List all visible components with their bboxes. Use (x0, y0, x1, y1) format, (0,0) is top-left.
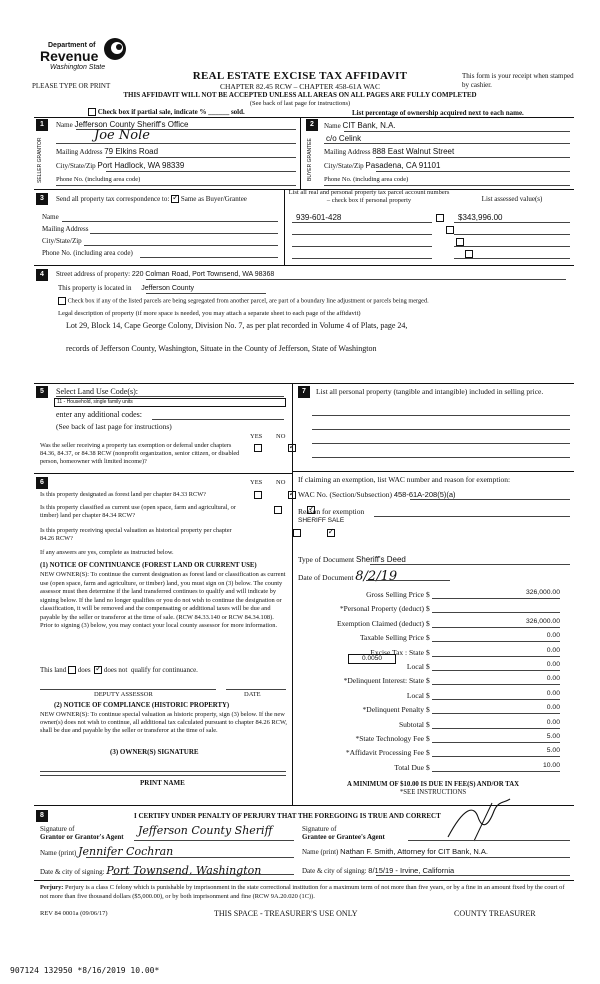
grantor-name-value[interactable]: Jennifer Cochran (78, 845, 174, 858)
owner-signature-label: (3) OWNER(S) SIGNATURE (110, 748, 199, 756)
buyer-address-label: Mailing Address (324, 148, 371, 156)
grantor-sig-label1: Signature of (40, 825, 75, 833)
same-as-buyer-checkbox[interactable] (171, 195, 179, 203)
section-8-number: 8 (36, 810, 48, 822)
reason-value[interactable]: SHERIFF SALE (298, 517, 345, 524)
buyer-section (300, 117, 574, 189)
dept-line3: Washington State (50, 64, 106, 71)
tax-row-label: Subtotal (398, 719, 424, 729)
tax-row-label: Local (406, 662, 424, 671)
tax-row-value[interactable]: 0.00 (432, 661, 560, 671)
same-as-buyer-label: Same as Buyer/Grantee (180, 195, 247, 203)
does-not-label: does not (103, 666, 128, 674)
seller-side-label: SELLER GRANTOR (37, 137, 43, 183)
buyer-city-label: City/State/Zip (324, 162, 364, 170)
tax-row (292, 674, 574, 688)
ownership-note: List percentage of ownership acquired next to each name. (352, 109, 524, 117)
corr-name-field[interactable] (62, 221, 278, 222)
section-1-number: 1 (36, 119, 48, 131)
print-name-label: PRINT NAME (140, 779, 185, 787)
grantor-date-row (40, 864, 261, 877)
notice-compliance-title: (2) NOTICE OF COMPLIANCE (HISTORIC PROPERTY) (54, 702, 230, 709)
dollar-sign: $ (426, 590, 430, 599)
tax-row-value[interactable]: 0.00 (432, 675, 560, 685)
located-label: This property is located in (58, 284, 132, 292)
legal-label: Legal description of property (if more space is needed, you may attach a separate sheet to each page of the affidavit) (58, 310, 361, 317)
doc-type-label: Type of Document (298, 555, 355, 564)
section-5 (34, 383, 292, 473)
tax-row (292, 718, 574, 732)
local-rate-value: 0.0050 (362, 655, 382, 662)
dollar-sign: $ (426, 719, 430, 729)
local-rate-box[interactable] (348, 654, 396, 664)
tax-row-label: *Personal Property (deduct) (339, 604, 424, 614)
dor-swirl-icon (102, 36, 128, 62)
see-back-note: (See back of last page for instructions) (249, 100, 351, 107)
does-label: does (77, 666, 91, 674)
section-7 (292, 383, 574, 805)
county-treasurer-label: COUNTY TREASURER (454, 909, 536, 918)
continuance-row (40, 666, 198, 674)
tax-row-value[interactable]: 326,000.00 (432, 618, 560, 628)
street-row (56, 270, 274, 278)
grantee-signature[interactable] (444, 797, 514, 843)
send-correspondence-label: Send all property tax correspondence to: (56, 195, 170, 203)
land-use-see-back: (See back of last page for instructions) (56, 422, 172, 431)
tax-row (292, 660, 574, 674)
seller-city-row (56, 161, 184, 170)
tax-row-value[interactable]: 5.00 (432, 733, 560, 743)
chapter-line: CHAPTER 82.45 RCW – CHAPTER 458-61A WAC (220, 82, 380, 91)
grantee-name-row (302, 847, 488, 856)
section-4-number: 4 (36, 269, 48, 281)
if-yes-instruction: If any answers are yes, complete as instructed below. (40, 549, 174, 556)
dept-line2: Revenue (40, 48, 99, 64)
claim-exemption-label: If claiming an exemption, list WAC number and reason for exemption: (298, 475, 511, 484)
does-checkbox[interactable] (68, 666, 76, 674)
forest-land-question: Is this property designated as forest land per chapter 84.33 RCW? (40, 491, 206, 498)
tax-row-label: *Affidavit Processing Fee (345, 748, 424, 758)
buyer-city-value[interactable]: Pasadena, CA 91101 (365, 161, 441, 170)
grantor-signature[interactable]: Jefferson County Sheriff (138, 824, 273, 837)
assessed-header: List assessed value(s) (481, 195, 543, 203)
seller-name2-value[interactable]: Joe Nole (94, 128, 150, 143)
tax-row-label: Local (406, 690, 424, 700)
parcel-header: List all real and personal property tax parcel account numbers – check box if personal property (288, 189, 450, 204)
see-instructions-note: *SEE INSTRUCTIONS (399, 789, 467, 796)
doc-date-row (298, 569, 397, 584)
corr-city-label: City/State/Zip (42, 237, 82, 245)
notice-continuance-text: NEW OWNER(S): To continue the current designation as forest land or classification as current use (open space, farm and agriculture, or timber) land, you must sign on (3) below. The county assessor must then determine if the land transferred continues to qualify and will indicate by signing below. If the land no longer qualifies or you do not wish to continue the designation or classification, it will be removed and the compensating or additional taxes will be due and payable by the seller or transferor at the time of sale. (RCW 84.33.140 or RCW 84.34.108). Prior to signing (3) below, you may contact your local county assessor for more information. (40, 571, 286, 629)
assessed-value-1[interactable]: $343,996.00 (458, 213, 503, 222)
section-3 (34, 189, 574, 265)
reason-label: Reason for exemption (298, 507, 365, 516)
located-row (58, 284, 194, 292)
deputy-assessor-label: DEPUTY ASSESSOR (94, 691, 153, 698)
seller-phone-label: Phone No. (including area code) (56, 176, 141, 183)
seller-phone-field[interactable] (56, 185, 296, 186)
tax-row (292, 602, 574, 616)
tax-row (292, 588, 574, 602)
land-use-code-select[interactable] (54, 398, 286, 407)
forest-yes-checkbox[interactable] (254, 491, 262, 499)
print-name-field[interactable] (40, 775, 286, 776)
section-4 (34, 265, 574, 383)
dollar-sign: $ (426, 705, 430, 715)
section-5-number: 5 (36, 386, 48, 398)
perjury-notice (40, 884, 574, 901)
tax-row (292, 703, 574, 717)
corr-name-label: Name (42, 213, 59, 221)
tax-row-value[interactable]: 0.00 (432, 647, 560, 657)
tax-row-value[interactable]: 0.00 (432, 690, 560, 700)
corr-address-label: Mailing Address (42, 225, 89, 233)
form-title: REAL ESTATE EXCISE TAX AFFIDAVIT (192, 70, 408, 82)
dollar-sign: $ (426, 762, 430, 772)
buyer-name-row (324, 121, 396, 130)
deputy-date-field[interactable] (226, 689, 286, 690)
exemption-question: Was the seller receiving a property tax exemption or deferral under chapters 84.36, 84.37, or 84.38 RCW (nonprofit organization, senior citizen, or disabled person, homeowner with limited income)? (40, 442, 240, 465)
tax-row (292, 689, 574, 703)
buyer-phone-field[interactable] (324, 185, 570, 186)
personal-property-checkbox-2[interactable] (446, 226, 454, 234)
grantee-name-value[interactable]: Nathan F. Smith, Attorney for CIT Bank, N.A. (340, 847, 488, 856)
this-land-label: This land (40, 666, 67, 674)
no-header-5: NO (276, 433, 286, 440)
tax-row-value[interactable]: 0.00 (432, 704, 560, 714)
owner-signature-field[interactable] (40, 771, 286, 772)
notice-compliance-text: NEW OWNER(S): To continue special valuation as historic property, sign (3) below. If the new owner(s) does not wish to continue, all additional tax calculated pursuant to chapter 84.26 RCW, shall be due and payable by the seller or transferor at the time of sale. (40, 711, 287, 734)
send-correspondence-row (56, 195, 247, 203)
grantee-sig-label2: Grantee or Grantee's Agent (302, 833, 385, 841)
buyer-name-label: Name (324, 122, 341, 130)
accept-warning: THIS AFFIDAVIT WILL NOT BE ACCEPTED UNLESS ALL AREAS ON ALL PAGES ARE FULLY COMPLETED (123, 91, 477, 99)
tax-row-value[interactable]: 326,000.00 (432, 589, 560, 599)
seller-address-row (56, 147, 158, 156)
additional-codes-label: enter any additional codes: (56, 410, 142, 419)
deputy-date-label: DATE (244, 691, 261, 698)
tax-row-label: *State Technology Fee (355, 734, 424, 743)
doc-date-label: Date of Document (298, 573, 354, 582)
tax-row-value[interactable]: 0.00 (432, 632, 560, 642)
current-use-question: Is this property classified as current use (open space, farm and agricultural, or timber) land per chapter 84.34 RCW? (40, 504, 236, 519)
tax-row-label: Gross Selling Price (366, 590, 424, 599)
tax-row-label: Total Due (394, 762, 424, 772)
buyer-phone-label: Phone No. (including area code) (324, 176, 409, 183)
street-value[interactable]: 220 Colman Road, Port Townsend, WA 98368 (131, 271, 275, 278)
tax-row-value[interactable]: 5.00 (432, 747, 560, 757)
seller-name-label: Name (56, 121, 73, 129)
doc-date-value[interactable]: 8/2/19 (355, 569, 398, 584)
dollar-sign: $ (426, 633, 430, 643)
dept-line1: Department of (48, 42, 96, 49)
segregated-checkbox[interactable] (58, 297, 66, 305)
perjury-text: Perjury is a class C felony which is punishable by imprisonment in the state correctional institution for a maximum term of not more than five years, or by a fine in an amount fixed by the court of not more than five thousand dollars ($5,000.00), or by both imprisonment and fine (RCW 9A.20.020 (1C)). (40, 884, 565, 900)
current-use-yes-checkbox[interactable] (274, 506, 282, 514)
corr-address-field[interactable] (90, 233, 278, 234)
tax-row-label: Exemption Claimed (deduct) (336, 618, 424, 628)
dollar-sign: $ (426, 690, 430, 700)
grantee-date-value[interactable]: 8/15/19 - Irvine, California (368, 866, 455, 875)
buyer-name-value[interactable]: CIT Bank, N.A. (342, 121, 396, 130)
doc-type-value[interactable]: Sheriff's Deed (356, 555, 406, 564)
grantor-date-label: Date & city of signing: (40, 868, 105, 876)
county-value[interactable]: Jefferson County (141, 285, 195, 292)
tax-row-value[interactable] (432, 603, 560, 613)
buyer-city-row (324, 161, 440, 170)
section-6 (34, 473, 292, 805)
yes-header-6: YES (250, 479, 263, 486)
does-not-checkbox[interactable] (94, 666, 102, 674)
land-use-label: Select Land Use Code(s): (56, 387, 138, 396)
tax-row (292, 746, 574, 760)
grantor-name-label: Name (print) (40, 849, 77, 857)
please-type: PLEASE TYPE OR PRINT (32, 82, 111, 90)
tax-row (292, 631, 574, 645)
street-label: Street address of property: (56, 270, 131, 278)
wac-value[interactable]: 458-61A-208(5)(a) (393, 490, 456, 499)
dollar-sign: $ (426, 618, 430, 628)
seller-section (34, 117, 300, 189)
buyer-address-row (324, 147, 454, 156)
partial-sale-checkbox[interactable] (88, 108, 96, 116)
partial-sale-row (88, 108, 245, 116)
personal-property-label: List all personal property (tangible and intangible) included in selling price. (316, 387, 544, 396)
corr-city-field[interactable] (84, 245, 278, 246)
partial-sale-label: Check box if partial sale, indicate % ______ sold. (97, 108, 245, 116)
grantee-date-label: Date & city of signing: (302, 867, 367, 875)
corr-phone-field[interactable] (140, 257, 278, 258)
tax-row-value[interactable]: 0.00 (432, 719, 560, 729)
qualify-label: qualify for continuance. (130, 666, 198, 674)
no-header-6: NO (276, 479, 286, 486)
segregated-label: Check box if any of the listed parcels are being segregated from another parcel, are part of a boundary line adjustment or parcels being merged. (67, 297, 429, 305)
seller-address-value[interactable]: 79 Elkins Road (104, 147, 159, 156)
grantee-name-label: Name (print) (302, 848, 339, 856)
dollar-sign: $ (426, 734, 430, 743)
deputy-assessor-signature[interactable] (40, 689, 216, 690)
tax-row (292, 732, 574, 746)
tax-row-value[interactable]: 10.00 (432, 762, 560, 772)
payment-stamp: 907124 132950 *8/16/2019 10.00* (10, 966, 160, 975)
section-2-number: 2 (306, 119, 318, 131)
legal-line-2[interactable]: records of Jefferson County, Washington, Situate in the County of Jefferson, State of Washington (66, 344, 377, 353)
tax-row-label: *Delinquent Penalty (362, 705, 424, 715)
tax-row (292, 617, 574, 631)
section-8 (34, 805, 574, 865)
section-7-number: 7 (298, 386, 310, 398)
exemption-yes-checkbox[interactable] (254, 444, 262, 452)
section-3-number: 3 (36, 193, 48, 205)
seller-city-label: City/State/Zip (56, 162, 96, 170)
tax-row (292, 761, 574, 775)
dollar-sign: $ (426, 604, 430, 614)
segregated-row (58, 297, 429, 305)
section-6-number: 6 (36, 477, 48, 489)
dollar-sign: $ (426, 647, 430, 657)
dollar-sign: $ (426, 676, 430, 686)
land-use-code-value: 11 - Household, single family units (57, 399, 133, 405)
dollar-sign: $ (426, 662, 430, 671)
tax-row-label: Taxable Selling Price (359, 633, 424, 643)
buyer-name2-value[interactable]: c/o Celink (326, 134, 362, 143)
wac-label: WAC No. (Section/Subsection) (298, 490, 392, 499)
additional-codes-field[interactable] (152, 419, 284, 420)
certify-statement: I CERTIFY UNDER PENALTY OF PERJURY THAT THE FOREGOING IS TRUE AND CORRECT (134, 812, 441, 820)
historic-question: Is this property receiving special valuation as historical property per chapter 84.26 RCW? (40, 527, 232, 542)
grantee-sig-label1: Signature of (302, 825, 337, 833)
parcel-number-1[interactable]: 939-601-428 (296, 213, 342, 222)
treasurer-use-label: THIS SPACE - TREASURER'S USE ONLY (214, 909, 358, 918)
tax-row (292, 646, 574, 660)
form-revision: REV 84 0001a (09/06/17) (40, 910, 108, 917)
wac-row (298, 490, 456, 499)
legal-line-1[interactable]: Lot 29, Block 14, Cape George Colony, Division No. 7, as per plat recorded in Volume 4 of Plats, page 24, (66, 321, 408, 330)
seller-address-label: Mailing Address (56, 148, 103, 156)
tax-row-label: Excise Tax : State (370, 647, 424, 657)
grantor-date-value[interactable]: Port Townsend, Washington (106, 864, 262, 877)
seller-name-value[interactable]: Jefferson County Sheriff's Office (74, 120, 189, 129)
seller-city-value[interactable]: Port Hadlock, WA 98339 (97, 161, 185, 170)
doc-type-row (298, 555, 406, 564)
grantor-sig-label2: Grantor or Grantor's Agent (40, 833, 124, 841)
dollar-sign: $ (426, 748, 430, 758)
perjury-label: Perjury: (40, 884, 64, 891)
tax-row-label: *Delinquent Interest: State (343, 676, 424, 686)
personal-property-checkbox-1[interactable] (436, 214, 444, 222)
yes-header-5: YES (250, 433, 263, 440)
corr-phone-label: Phone No. (including area code) (42, 249, 133, 257)
buyer-side-label: BUYER GRANTEE (307, 138, 313, 182)
notice-continuance-title: (1) NOTICE OF CONTINUANCE (FOREST LAND OR CURRENT USE) (40, 562, 257, 569)
receipt-note: This form is your receipt when stamped by cashier. (462, 72, 574, 89)
buyer-address-value[interactable]: 888 East Walnut Street (372, 147, 455, 156)
grantee-date-row (302, 866, 454, 875)
minimum-note: A MINIMUM OF $10.00 IS DUE IN FEE(S) AND/OR TAX (346, 781, 520, 788)
